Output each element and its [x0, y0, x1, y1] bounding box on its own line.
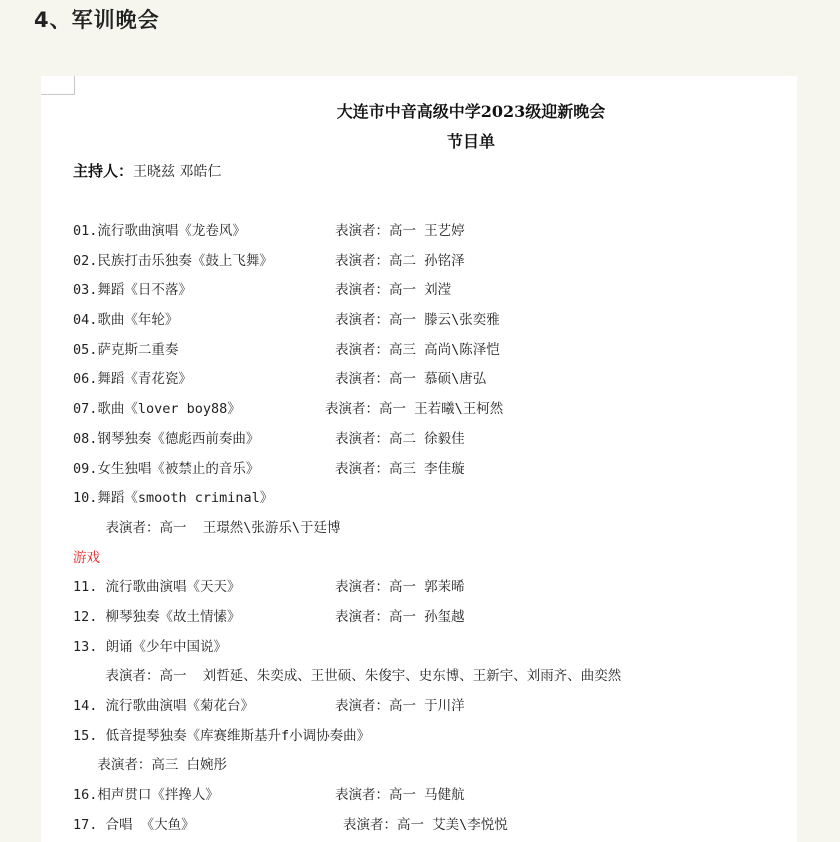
- program-item-text: 表演者：高一 王璟然\张游乐\于廷博: [73, 519, 341, 536]
- program-item-performer: 表演者：高一 慕硕\唐弘: [335, 371, 487, 388]
- program-row: [73, 814, 621, 842]
- program-row: [73, 339, 621, 369]
- program-item-performer: 表演者：高一 王艺婷: [335, 223, 465, 239]
- program-item-text: 12. 柳琴独奏《故土情愫》: [73, 608, 241, 625]
- program-row: [73, 665, 621, 695]
- document-title: 大连市中音高级中学2023级迎新晚会: [336, 102, 606, 121]
- program-row: [73, 636, 621, 666]
- program-item-performer: 表演者：高一 艾美\李悦悦: [343, 816, 508, 833]
- program-item-text: 03.舞蹈《日不落》: [73, 282, 192, 299]
- program-item-text: 02.民族打击乐独奏《鼓上飞舞》: [73, 252, 273, 269]
- program-item-text: 10.舞蹈《smooth criminal》: [73, 490, 274, 507]
- program-item-text: 11. 流行歌曲演唱《天天》: [73, 579, 241, 596]
- program-item-performer: 表演者：高一 于川洋: [335, 698, 465, 714]
- program-item-text: 01.流行歌曲演唱《龙卷风》: [73, 223, 246, 239]
- document-subtitle: 节目单: [446, 132, 495, 151]
- program-item-text: 13. 朗诵《少年中国说》: [73, 638, 228, 655]
- program-row: [73, 398, 621, 428]
- program-row: [73, 695, 621, 725]
- section-heading: 4、军训晚会: [34, 8, 160, 32]
- program-item-text: 14. 流行歌曲演唱《菊花台》: [73, 698, 255, 714]
- program-item-performer: 表演者：高二 孙铭泽: [335, 252, 465, 269]
- program-row: [73, 606, 621, 636]
- program-item-performer: 表演者：高一 马健航: [335, 787, 465, 804]
- program-list: [73, 220, 621, 842]
- document-page: [41, 76, 797, 842]
- program-item-performer: 表演者：高三 李佳璇: [335, 460, 465, 477]
- host-names: 王晓兹 邓皓仁: [133, 164, 222, 180]
- program-row: [73, 220, 621, 250]
- program-item-text: 游戏: [73, 549, 100, 566]
- program-row: [73, 428, 621, 458]
- program-item-text: 15. 低音提琴独奏《库赛维斯基升f小调协奏曲》: [73, 727, 371, 744]
- program-item-text: 17. 合唱 《大鱼》: [73, 816, 195, 833]
- program-row: [73, 784, 621, 814]
- program-item-text: 04.歌曲《年轮》: [73, 312, 179, 329]
- program-item-text: 06.舞蹈《青花瓷》: [73, 371, 192, 388]
- program-row: [73, 487, 621, 517]
- program-row: [73, 458, 621, 488]
- program-row: [73, 576, 621, 606]
- program-row: [73, 517, 621, 547]
- program-item-performer: 表演者：高一 刘滢: [335, 282, 452, 299]
- program-row: [73, 754, 621, 784]
- program-row: [73, 279, 621, 309]
- program-item-text: 05.萨克斯二重奏: [73, 341, 179, 358]
- host-label: 主持人：: [73, 162, 134, 180]
- host-line: [73, 160, 221, 181]
- program-item-performer: 表演者：高一 滕云\张奕雅: [335, 312, 500, 329]
- page-corner-marker: [41, 76, 75, 95]
- program-row: [73, 250, 621, 280]
- program-item-performer: 表演者：高二 徐毅佳: [335, 430, 465, 447]
- program-item-performer: 表演者：高三 高尚\陈泽恺: [335, 341, 500, 358]
- program-item-performer: 表演者：高一 孙玺越: [335, 608, 465, 625]
- program-item-performer: 表演者：高一 郭茉晞: [335, 579, 465, 596]
- program-item-text: 08.钢琴独奏《德彪西前奏曲》: [73, 430, 260, 447]
- program-section-label: [73, 547, 621, 577]
- program-row: [73, 368, 621, 398]
- program-row: [73, 309, 621, 339]
- program-item-text: 表演者：高三 白婉彤: [73, 757, 228, 774]
- program-item-text: 09.女生独唱《被禁止的音乐》: [73, 460, 260, 477]
- program-item-text: 16.相声贯口《拌搀人》: [73, 787, 219, 804]
- program-item-text: 表演者：高一 刘哲延、朱奕成、王世硕、朱俊宇、史东博、王新宇、刘雨齐、曲奕然: [73, 668, 622, 685]
- program-item-text: 07.歌曲《lover boy88》: [73, 401, 241, 418]
- program-item-performer: 表演者：高一 王若曦\王柯然: [325, 401, 504, 418]
- program-row: [73, 725, 621, 755]
